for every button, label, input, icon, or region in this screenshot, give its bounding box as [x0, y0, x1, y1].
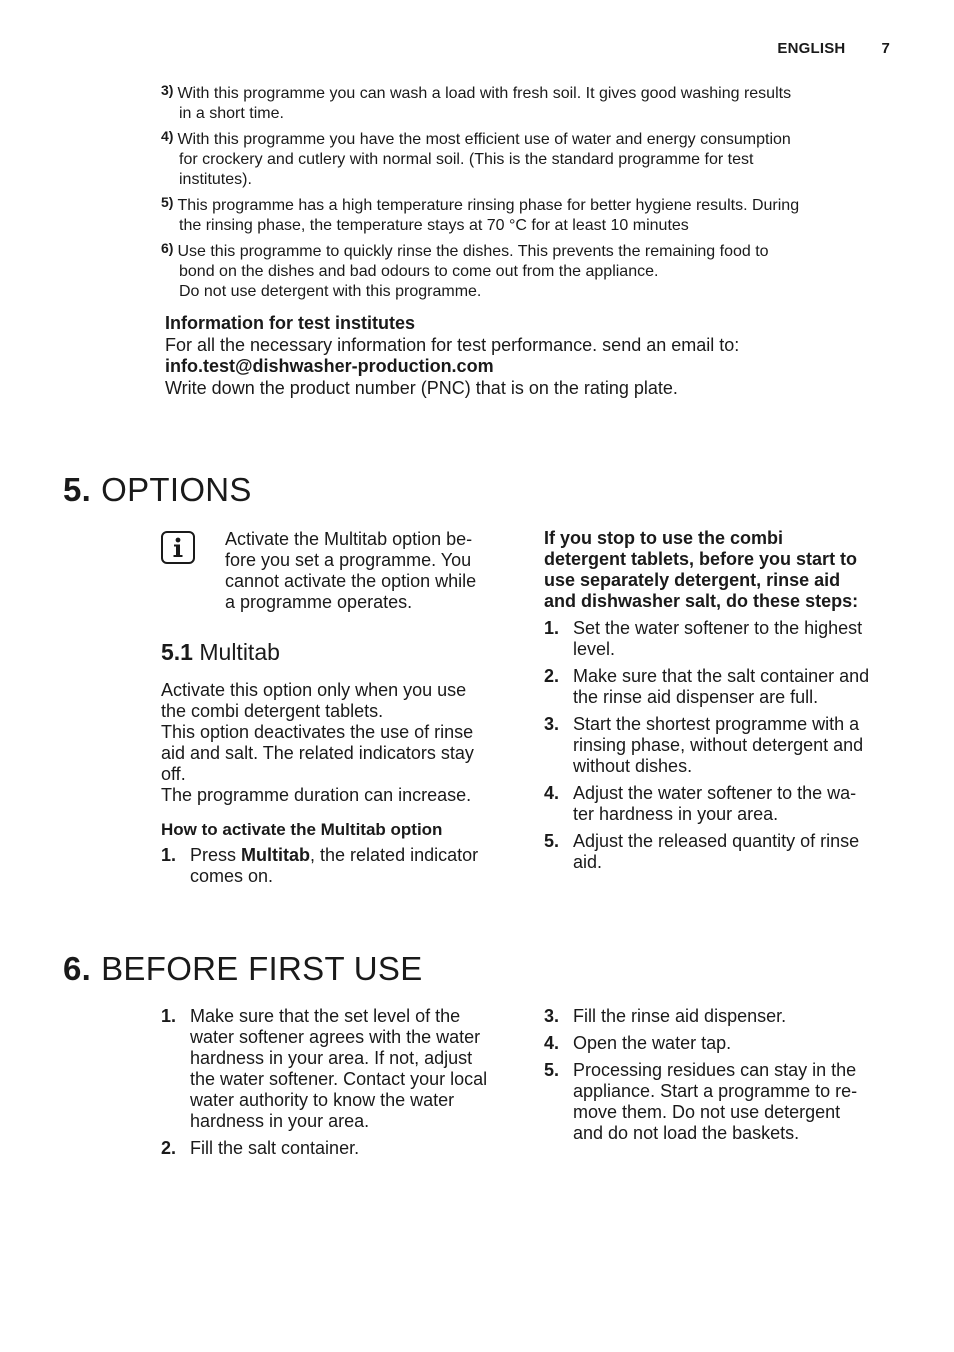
paragraph-line: The programme duration can increase.: [161, 785, 472, 805]
list-item: [544, 831, 904, 873]
page-number: 7: [881, 40, 890, 57]
howto-steps: [161, 845, 511, 893]
title-line: detergent tablets, before you start to: [544, 549, 858, 569]
section6-number: 6.: [63, 950, 92, 987]
note-line: a programme operates.: [225, 592, 413, 612]
test-info-line2: Write down the product number (PNC) that is on the rating plate.: [165, 377, 678, 398]
step-text: water authority to know the water: [190, 1090, 455, 1110]
title-line: and dishwasher salt, do these steps:: [544, 591, 859, 611]
test-info-block: [165, 313, 885, 399]
list-item: [544, 1006, 904, 1027]
step-text: without dishes.: [573, 756, 693, 776]
step-text: Adjust the released quantity of rinse: [573, 831, 860, 851]
step-text: the water softener. Contact your local: [190, 1069, 488, 1089]
section6-title: BEFORE FIRST USE: [101, 950, 423, 987]
step-text: the rinse aid dispenser are full.: [573, 687, 819, 707]
step-text: Processing residues can stay in the: [573, 1060, 857, 1080]
footnote-number: 5): [161, 194, 174, 210]
step-text: hardness in your area. If not, adjust: [190, 1048, 473, 1068]
footnote-text: for crockery and cutlery with normal soil. (This is the standard programme for test: [179, 151, 754, 168]
title-line: use separately detergent, rinse aid: [544, 570, 841, 590]
subsection-number: 5.1: [161, 639, 193, 665]
step-text: level.: [573, 639, 616, 659]
list-item: [544, 1060, 904, 1144]
combi-stop-steps: [544, 618, 904, 879]
howto-heading: How to activate the Multitab option: [161, 820, 443, 839]
note-line: fore you set a programme. You: [225, 550, 472, 570]
footnote-number: 4): [161, 128, 174, 144]
language-label: ENGLISH: [777, 40, 846, 57]
footnote-text: This programme has a high temperature rinsing phase for better hygiene results. During: [177, 197, 800, 214]
footnote-number: 3): [161, 82, 174, 98]
paragraph-line: off.: [161, 764, 186, 784]
step-text: appliance. Start a programme to re-: [573, 1081, 858, 1101]
step-text: comes on.: [190, 866, 274, 886]
step-text: aid.: [573, 852, 603, 872]
step-text: Press: [190, 845, 242, 865]
note-line: cannot activate the option while: [225, 571, 477, 591]
note-line: Activate the Multitab option be-: [225, 529, 473, 549]
step-number: 3.: [544, 714, 560, 734]
multitab-button-label: Multitab: [241, 845, 311, 865]
paragraph-line: aid and salt. The related indicators stay: [161, 743, 474, 763]
first-use-steps-left: [161, 1006, 521, 1165]
step-text: water softener agrees with the water: [190, 1027, 481, 1047]
section5-number: 5.: [63, 471, 92, 508]
step-text: Fill the salt container.: [190, 1138, 360, 1158]
footnote-text: Do not use detergent with this programme.: [179, 283, 482, 300]
step-number: 4.: [544, 783, 560, 803]
list-item: [544, 618, 904, 660]
footnote-text: the rinsing phase, the temperature stays at 70 °C for at least 10 minutes: [179, 217, 689, 234]
title-line: If you stop to use the combi: [544, 528, 784, 548]
list-item: [544, 714, 904, 777]
step-text: and do not load the baskets.: [573, 1123, 800, 1143]
step-text: , the related indicator: [310, 845, 479, 865]
step-number: 5.: [544, 831, 560, 851]
step-text: move them. Do not use detergent: [573, 1102, 841, 1122]
footnote-text: institutes).: [179, 171, 252, 188]
step-text: Fill the rinse aid dispenser.: [573, 1006, 787, 1026]
footnote-6: [161, 238, 901, 302]
list-item: [544, 783, 904, 825]
footnote-text: With this programme you have the most efficient use of water and energy consumption: [177, 131, 791, 148]
paragraph-line: This option deactivates the use of rinse: [161, 722, 474, 742]
test-info-title: Information for test institutes: [165, 313, 416, 333]
note-text: [225, 529, 515, 613]
step-text: Open the water tap.: [573, 1033, 732, 1053]
step-number: 1.: [544, 618, 560, 638]
combi-stop-title: [544, 528, 904, 612]
footnote-text: With this programme you can wash a load with fresh soil. It gives good washing results: [177, 85, 792, 102]
info-icon: [161, 531, 195, 564]
step-text: rinsing phase, without detergent and: [573, 735, 864, 755]
list-item: [544, 666, 904, 708]
step-text: Make sure that the salt container and: [573, 666, 870, 686]
section5-title: OPTIONS: [101, 471, 252, 508]
list-item: [161, 845, 511, 887]
step-text: Adjust the water softener to the wa-: [573, 783, 857, 803]
test-info-line1: For all the necessary information for test performance. send an email to:: [165, 334, 740, 355]
footnote-3: [161, 80, 901, 124]
step-text: Set the water softener to the highest: [573, 618, 863, 638]
step-number: 2.: [161, 1138, 177, 1158]
step-text: Start the shortest programme with a: [573, 714, 860, 734]
section5-heading: [63, 470, 252, 510]
list-item: [161, 1138, 521, 1159]
footnote-5: [161, 192, 901, 236]
page-header: [777, 40, 890, 57]
paragraph-line: Activate this option only when you use: [161, 680, 467, 700]
subsection-5-1-heading: [161, 638, 280, 666]
footnote-text: in a short time.: [179, 105, 284, 122]
step-text: Make sure that the set level of the: [190, 1006, 461, 1026]
test-info-email: info.test@dishwasher-production.com: [165, 356, 494, 376]
step-text: hardness in your area.: [190, 1111, 370, 1131]
footnote-number: 6): [161, 240, 174, 256]
step-number: 1.: [161, 1006, 177, 1026]
step-number: 4.: [544, 1033, 560, 1053]
step-number: 5.: [544, 1060, 560, 1080]
step-number: 2.: [544, 666, 560, 686]
list-item: [544, 1033, 904, 1054]
step-text: ter hardness in your area.: [573, 804, 779, 824]
multitab-description: [161, 680, 511, 806]
paragraph-line: the combi detergent tablets.: [161, 701, 384, 721]
step-number: 1.: [161, 845, 177, 865]
first-use-steps-right: [544, 1006, 904, 1150]
subsection-title: Multitab: [199, 639, 280, 665]
footnote-4: [161, 126, 901, 190]
footnote-text: bond on the dishes and bad odours to come out from the appliance.: [179, 263, 659, 280]
step-number: 3.: [544, 1006, 560, 1026]
list-item: [161, 1006, 521, 1132]
section6-heading: [63, 949, 423, 989]
footnote-text: Use this programme to quickly rinse the dishes. This prevents the remaining food to: [177, 243, 769, 260]
